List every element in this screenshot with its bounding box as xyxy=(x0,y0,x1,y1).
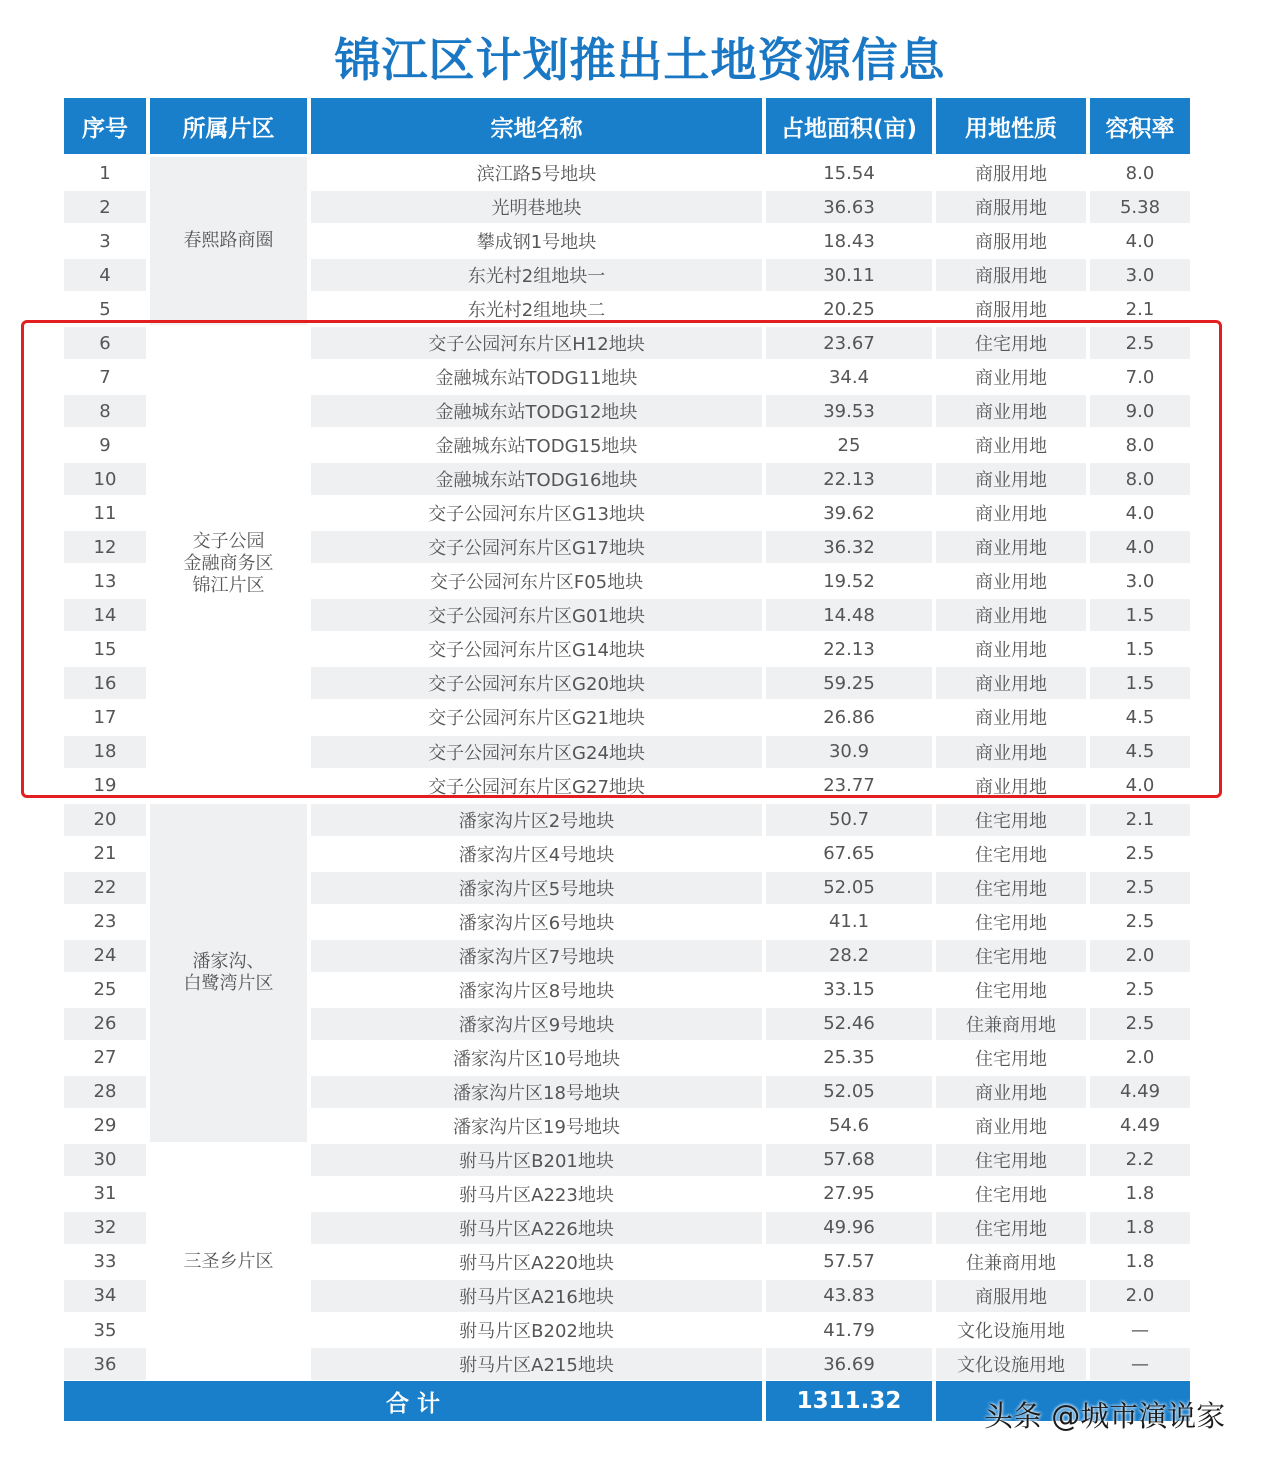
cell-area: 41.1 xyxy=(828,911,870,933)
cell-parcel-name: 潘家沟片区8号地块 xyxy=(458,980,615,1002)
cell-plot-ratio: 2.0 xyxy=(1090,940,1190,972)
cell-plot-ratio: 8.0 xyxy=(1125,434,1155,456)
cell-index: 9 xyxy=(99,434,111,456)
cell-land-use: 住宅用地 xyxy=(975,844,1047,866)
cell-plot-ratio: 4.0 xyxy=(1125,230,1155,252)
page-title: 锦江区计划推出土地资源信息 xyxy=(334,33,946,87)
cell-land-use: 商业用地 xyxy=(936,736,1086,768)
cell-index: 3 xyxy=(99,230,111,252)
cell-plot-ratio: 1.8 xyxy=(1125,1251,1155,1273)
cell-parcel-name: 攀成钢1号地块 xyxy=(476,232,597,254)
cell-parcel-name: 金融城东站TODG16地块 xyxy=(311,463,762,495)
cell-plot-ratio: 2.1 xyxy=(1125,298,1155,320)
cell-parcel-name: 潘家沟片区19号地块 xyxy=(453,1116,620,1138)
cell-index: 29 xyxy=(93,1115,117,1137)
cell-index: 8 xyxy=(64,395,146,427)
cell-parcel-name: 金融城东站TODG15地块 xyxy=(435,436,638,458)
cell-index: 7 xyxy=(99,366,111,388)
cell-parcel-name: 驸马片区A220地块 xyxy=(459,1252,614,1274)
district-cell xyxy=(150,1144,307,1380)
cell-area: 34.4 xyxy=(828,366,870,388)
cell-index: 22 xyxy=(64,872,146,904)
cell-parcel-name: 交子公园河东片区G17地块 xyxy=(311,531,762,563)
cell-parcel-name: 潘家沟片区18号地块 xyxy=(311,1076,762,1108)
cell-index: 21 xyxy=(93,843,117,865)
cell-parcel-name: 金融城东站TODG11地块 xyxy=(435,368,638,390)
cell-area: 36.69 xyxy=(766,1348,932,1380)
cell-index: 15 xyxy=(93,638,117,660)
cell-plot-ratio: 2.5 xyxy=(1125,843,1155,865)
cell-area: 26.86 xyxy=(823,706,875,728)
district-name: 交子公园 金融商务区 锦江片区 xyxy=(183,531,274,597)
cell-area: 14.48 xyxy=(766,599,932,631)
cell-parcel-name: 驸马片区A223地块 xyxy=(459,1184,614,1206)
cell-area: 22.13 xyxy=(766,463,932,495)
cell-parcel-name: 驸马片区A226地块 xyxy=(311,1212,762,1244)
cell-plot-ratio: 1.8 xyxy=(1090,1212,1190,1244)
cell-land-use: 住兼商用地 xyxy=(936,1008,1086,1040)
cell-area: 28.2 xyxy=(766,940,932,972)
cell-land-use: 商服用地 xyxy=(975,232,1047,254)
cell-area: 30.9 xyxy=(766,736,932,768)
cell-plot-ratio: 8.0 xyxy=(1125,162,1155,184)
cell-index: 25 xyxy=(93,979,117,1001)
cell-area: 15.54 xyxy=(823,162,875,184)
cell-area: 67.65 xyxy=(823,843,875,865)
cell-area: 36.63 xyxy=(766,191,932,223)
cell-land-use: 商业用地 xyxy=(975,640,1047,662)
cell-index: 35 xyxy=(93,1319,117,1341)
cell-plot-ratio: 2.5 xyxy=(1090,1008,1190,1040)
cell-parcel-name: 滨江路5号地块 xyxy=(476,164,597,185)
cell-land-use: 住宅用地 xyxy=(975,1048,1047,1070)
cell-plot-ratio: 2.0 xyxy=(1090,1280,1190,1312)
cell-area: 41.79 xyxy=(823,1319,875,1341)
cell-index: 17 xyxy=(93,706,117,728)
watermark: 头条 @城市演说家 xyxy=(984,1399,1226,1433)
cell-land-use: 商业用地 xyxy=(936,463,1086,495)
cell-land-use: 商业用地 xyxy=(975,708,1047,730)
cell-land-use: 住宅用地 xyxy=(936,1144,1086,1176)
cell-index: 30 xyxy=(64,1144,146,1176)
district-name: 潘家沟、 白鹭湾片区 xyxy=(183,950,274,994)
footer-total-area: 1311.32 xyxy=(766,1381,932,1421)
cell-parcel-name: 交子公园河东片区G13地块 xyxy=(428,504,645,526)
cell-plot-ratio: — xyxy=(1131,1319,1149,1341)
cell-plot-ratio: 4.49 xyxy=(1119,1115,1161,1137)
cell-area: 50.7 xyxy=(766,804,932,836)
cell-plot-ratio: 3.0 xyxy=(1090,259,1190,291)
cell-land-use: 商服用地 xyxy=(936,1280,1086,1312)
cell-parcel-name: 驸马片区A216地块 xyxy=(311,1280,762,1312)
cell-area: 25 xyxy=(837,434,861,456)
cell-land-use: 商业用地 xyxy=(975,572,1047,594)
cell-plot-ratio: 7.0 xyxy=(1125,366,1155,388)
cell-index: 12 xyxy=(64,531,146,563)
cell-plot-ratio: 4.0 xyxy=(1125,775,1155,797)
cell-land-use: 商业用地 xyxy=(936,531,1086,563)
cell-land-use: 文化设施用地 xyxy=(957,1321,1065,1343)
cell-parcel-name: 交子公园河东片区G14地块 xyxy=(428,640,645,662)
cell-area: 18.43 xyxy=(823,230,875,252)
cell-area: 36.32 xyxy=(766,531,932,563)
cell-area: 52.46 xyxy=(766,1008,932,1040)
cell-plot-ratio: 5.38 xyxy=(1090,191,1190,223)
cell-land-use: 商服用地 xyxy=(936,259,1086,291)
cell-plot-ratio: 2.0 xyxy=(1125,1047,1155,1069)
cell-index: 23 xyxy=(93,911,117,933)
cell-parcel-name: 金融城东站TODG12地块 xyxy=(311,395,762,427)
cell-plot-ratio: 2.5 xyxy=(1090,872,1190,904)
district-cell xyxy=(150,157,307,325)
cell-parcel-name: 交子公园河东片区G24地块 xyxy=(311,736,762,768)
cell-area: 52.05 xyxy=(766,872,932,904)
cell-plot-ratio: 4.49 xyxy=(1090,1076,1190,1108)
cell-parcel-name: 潘家沟片区4号地块 xyxy=(458,844,615,866)
cell-land-use: 住宅用地 xyxy=(975,912,1047,934)
district-name: 春熙路商圈 xyxy=(183,230,274,252)
cell-index: 31 xyxy=(93,1183,117,1205)
cell-land-use: 商业用地 xyxy=(975,436,1047,458)
cell-area: 39.62 xyxy=(823,502,875,524)
cell-land-use: 住宅用地 xyxy=(936,327,1086,359)
cell-plot-ratio: 4.0 xyxy=(1125,502,1155,524)
cell-land-use: 商业用地 xyxy=(975,504,1047,526)
cell-plot-ratio: 2.1 xyxy=(1090,804,1190,836)
cell-area: 20.25 xyxy=(823,298,875,320)
cell-index: 33 xyxy=(93,1251,117,1273)
header-district: 所属片区 xyxy=(150,98,307,154)
district-cell xyxy=(150,327,307,801)
cell-parcel-name: 交子公园河东片区G27地块 xyxy=(428,776,645,798)
cell-area: 52.05 xyxy=(766,1076,932,1108)
cell-area: 23.77 xyxy=(823,775,875,797)
cell-index: 28 xyxy=(64,1076,146,1108)
cell-plot-ratio: 8.0 xyxy=(1090,463,1190,495)
cell-parcel-name: 驸马片区B201地块 xyxy=(311,1144,762,1176)
cell-plot-ratio: 2.5 xyxy=(1090,327,1190,359)
cell-land-use: 商服用地 xyxy=(975,300,1047,322)
cell-parcel-name: 驸马片区B202地块 xyxy=(459,1321,614,1343)
cell-land-use: 住宅用地 xyxy=(936,1212,1086,1244)
cell-parcel-name: 光明巷地块 xyxy=(311,191,762,223)
cell-parcel-name: 潘家沟片区6号地块 xyxy=(458,912,615,934)
cell-plot-ratio: 4.0 xyxy=(1090,531,1190,563)
cell-parcel-name: 潘家沟片区2号地块 xyxy=(311,804,762,836)
cell-plot-ratio: 2.5 xyxy=(1125,911,1155,933)
cell-parcel-name: 东光村2组地块一 xyxy=(311,259,762,291)
cell-plot-ratio: 4.5 xyxy=(1125,706,1155,728)
cell-plot-ratio: 2.2 xyxy=(1090,1144,1190,1176)
cell-parcel-name: 潘家沟片区9号地块 xyxy=(311,1008,762,1040)
cell-plot-ratio: 2.5 xyxy=(1125,979,1155,1001)
cell-plot-ratio: 1.5 xyxy=(1125,638,1155,660)
cell-plot-ratio: 1.5 xyxy=(1090,667,1190,699)
district-cell xyxy=(150,804,307,1142)
footer-total-label: 合 计 xyxy=(64,1381,762,1421)
cell-index: 11 xyxy=(93,502,117,524)
cell-index: 24 xyxy=(64,940,146,972)
cell-parcel-name: 交子公园河东片区F05地块 xyxy=(429,572,644,594)
cell-area: 49.96 xyxy=(766,1212,932,1244)
header-area: 占地面积(亩) xyxy=(766,98,932,154)
cell-area: 57.68 xyxy=(766,1144,932,1176)
cell-index: 4 xyxy=(64,259,146,291)
cell-land-use: 住宅用地 xyxy=(936,940,1086,972)
cell-index: 13 xyxy=(93,570,117,592)
cell-land-use: 商业用地 xyxy=(936,395,1086,427)
cell-parcel-name: 潘家沟片区7号地块 xyxy=(311,940,762,972)
cell-index: 16 xyxy=(64,667,146,699)
cell-parcel-name: 交子公园河东片区G01地块 xyxy=(311,599,762,631)
cell-index: 18 xyxy=(64,736,146,768)
cell-parcel-name: 潘家沟片区10号地块 xyxy=(453,1048,620,1070)
district-name: 三圣乡片区 xyxy=(183,1250,274,1272)
cell-area: 23.67 xyxy=(766,327,932,359)
cell-index: 14 xyxy=(64,599,146,631)
cell-plot-ratio: — xyxy=(1090,1348,1190,1380)
cell-index: 2 xyxy=(64,191,146,223)
cell-index: 19 xyxy=(93,775,117,797)
cell-parcel-name: 交子公园河东片区G21地块 xyxy=(428,708,645,730)
cell-land-use: 商业用地 xyxy=(936,1076,1086,1108)
cell-index: 5 xyxy=(99,298,111,320)
cell-area: 54.6 xyxy=(828,1115,870,1137)
cell-plot-ratio: 9.0 xyxy=(1090,395,1190,427)
cell-index: 27 xyxy=(93,1047,117,1069)
cell-plot-ratio: 3.0 xyxy=(1125,570,1155,592)
cell-index: 6 xyxy=(64,327,146,359)
header-parcel-name: 宗地名称 xyxy=(311,98,762,154)
cell-area: 25.35 xyxy=(823,1047,875,1069)
cell-land-use: 住宅用地 xyxy=(936,872,1086,904)
cell-land-use: 住兼商用地 xyxy=(966,1252,1056,1274)
cell-land-use: 商服用地 xyxy=(936,191,1086,223)
cell-parcel-name: 驸马片区A215地块 xyxy=(311,1348,762,1380)
cell-index: 20 xyxy=(64,804,146,836)
cell-land-use: 商业用地 xyxy=(936,599,1086,631)
header-land-use: 用地性质 xyxy=(936,98,1086,154)
cell-index: 34 xyxy=(64,1280,146,1312)
cell-area: 43.83 xyxy=(766,1280,932,1312)
cell-land-use: 住宅用地 xyxy=(975,1184,1047,1206)
cell-area: 33.15 xyxy=(823,979,875,1001)
cell-area: 59.25 xyxy=(766,667,932,699)
cell-area: 22.13 xyxy=(823,638,875,660)
cell-index: 36 xyxy=(64,1348,146,1380)
cell-area: 57.57 xyxy=(823,1251,875,1273)
cell-plot-ratio: 4.5 xyxy=(1090,736,1190,768)
cell-parcel-name: 潘家沟片区5号地块 xyxy=(311,872,762,904)
cell-parcel-name: 东光村2组地块二 xyxy=(467,300,606,322)
cell-land-use: 住宅用地 xyxy=(936,804,1086,836)
cell-area: 19.52 xyxy=(823,570,875,592)
cell-index: 32 xyxy=(64,1212,146,1244)
cell-plot-ratio: 1.5 xyxy=(1090,599,1190,631)
cell-index: 1 xyxy=(99,162,111,184)
cell-land-use: 商业用地 xyxy=(936,667,1086,699)
header-plot-ratio: 容积率 xyxy=(1090,98,1190,154)
cell-area: 30.11 xyxy=(766,259,932,291)
cell-land-use: 住宅用地 xyxy=(975,980,1047,1002)
cell-land-use: 商业用地 xyxy=(975,368,1047,390)
cell-land-use: 商服用地 xyxy=(975,164,1047,185)
cell-area: 27.95 xyxy=(823,1183,875,1205)
cell-index: 26 xyxy=(64,1008,146,1040)
cell-land-use: 文化设施用地 xyxy=(936,1348,1086,1380)
cell-land-use: 商业用地 xyxy=(975,776,1047,798)
header-index: 序号 xyxy=(64,98,146,154)
cell-index: 10 xyxy=(64,463,146,495)
cell-parcel-name: 交子公园河东片区H12地块 xyxy=(311,327,762,359)
cell-parcel-name: 交子公园河东片区G20地块 xyxy=(311,667,762,699)
cell-area: 39.53 xyxy=(766,395,932,427)
cell-plot-ratio: 1.8 xyxy=(1125,1183,1155,1205)
cell-land-use: 商业用地 xyxy=(975,1116,1047,1138)
